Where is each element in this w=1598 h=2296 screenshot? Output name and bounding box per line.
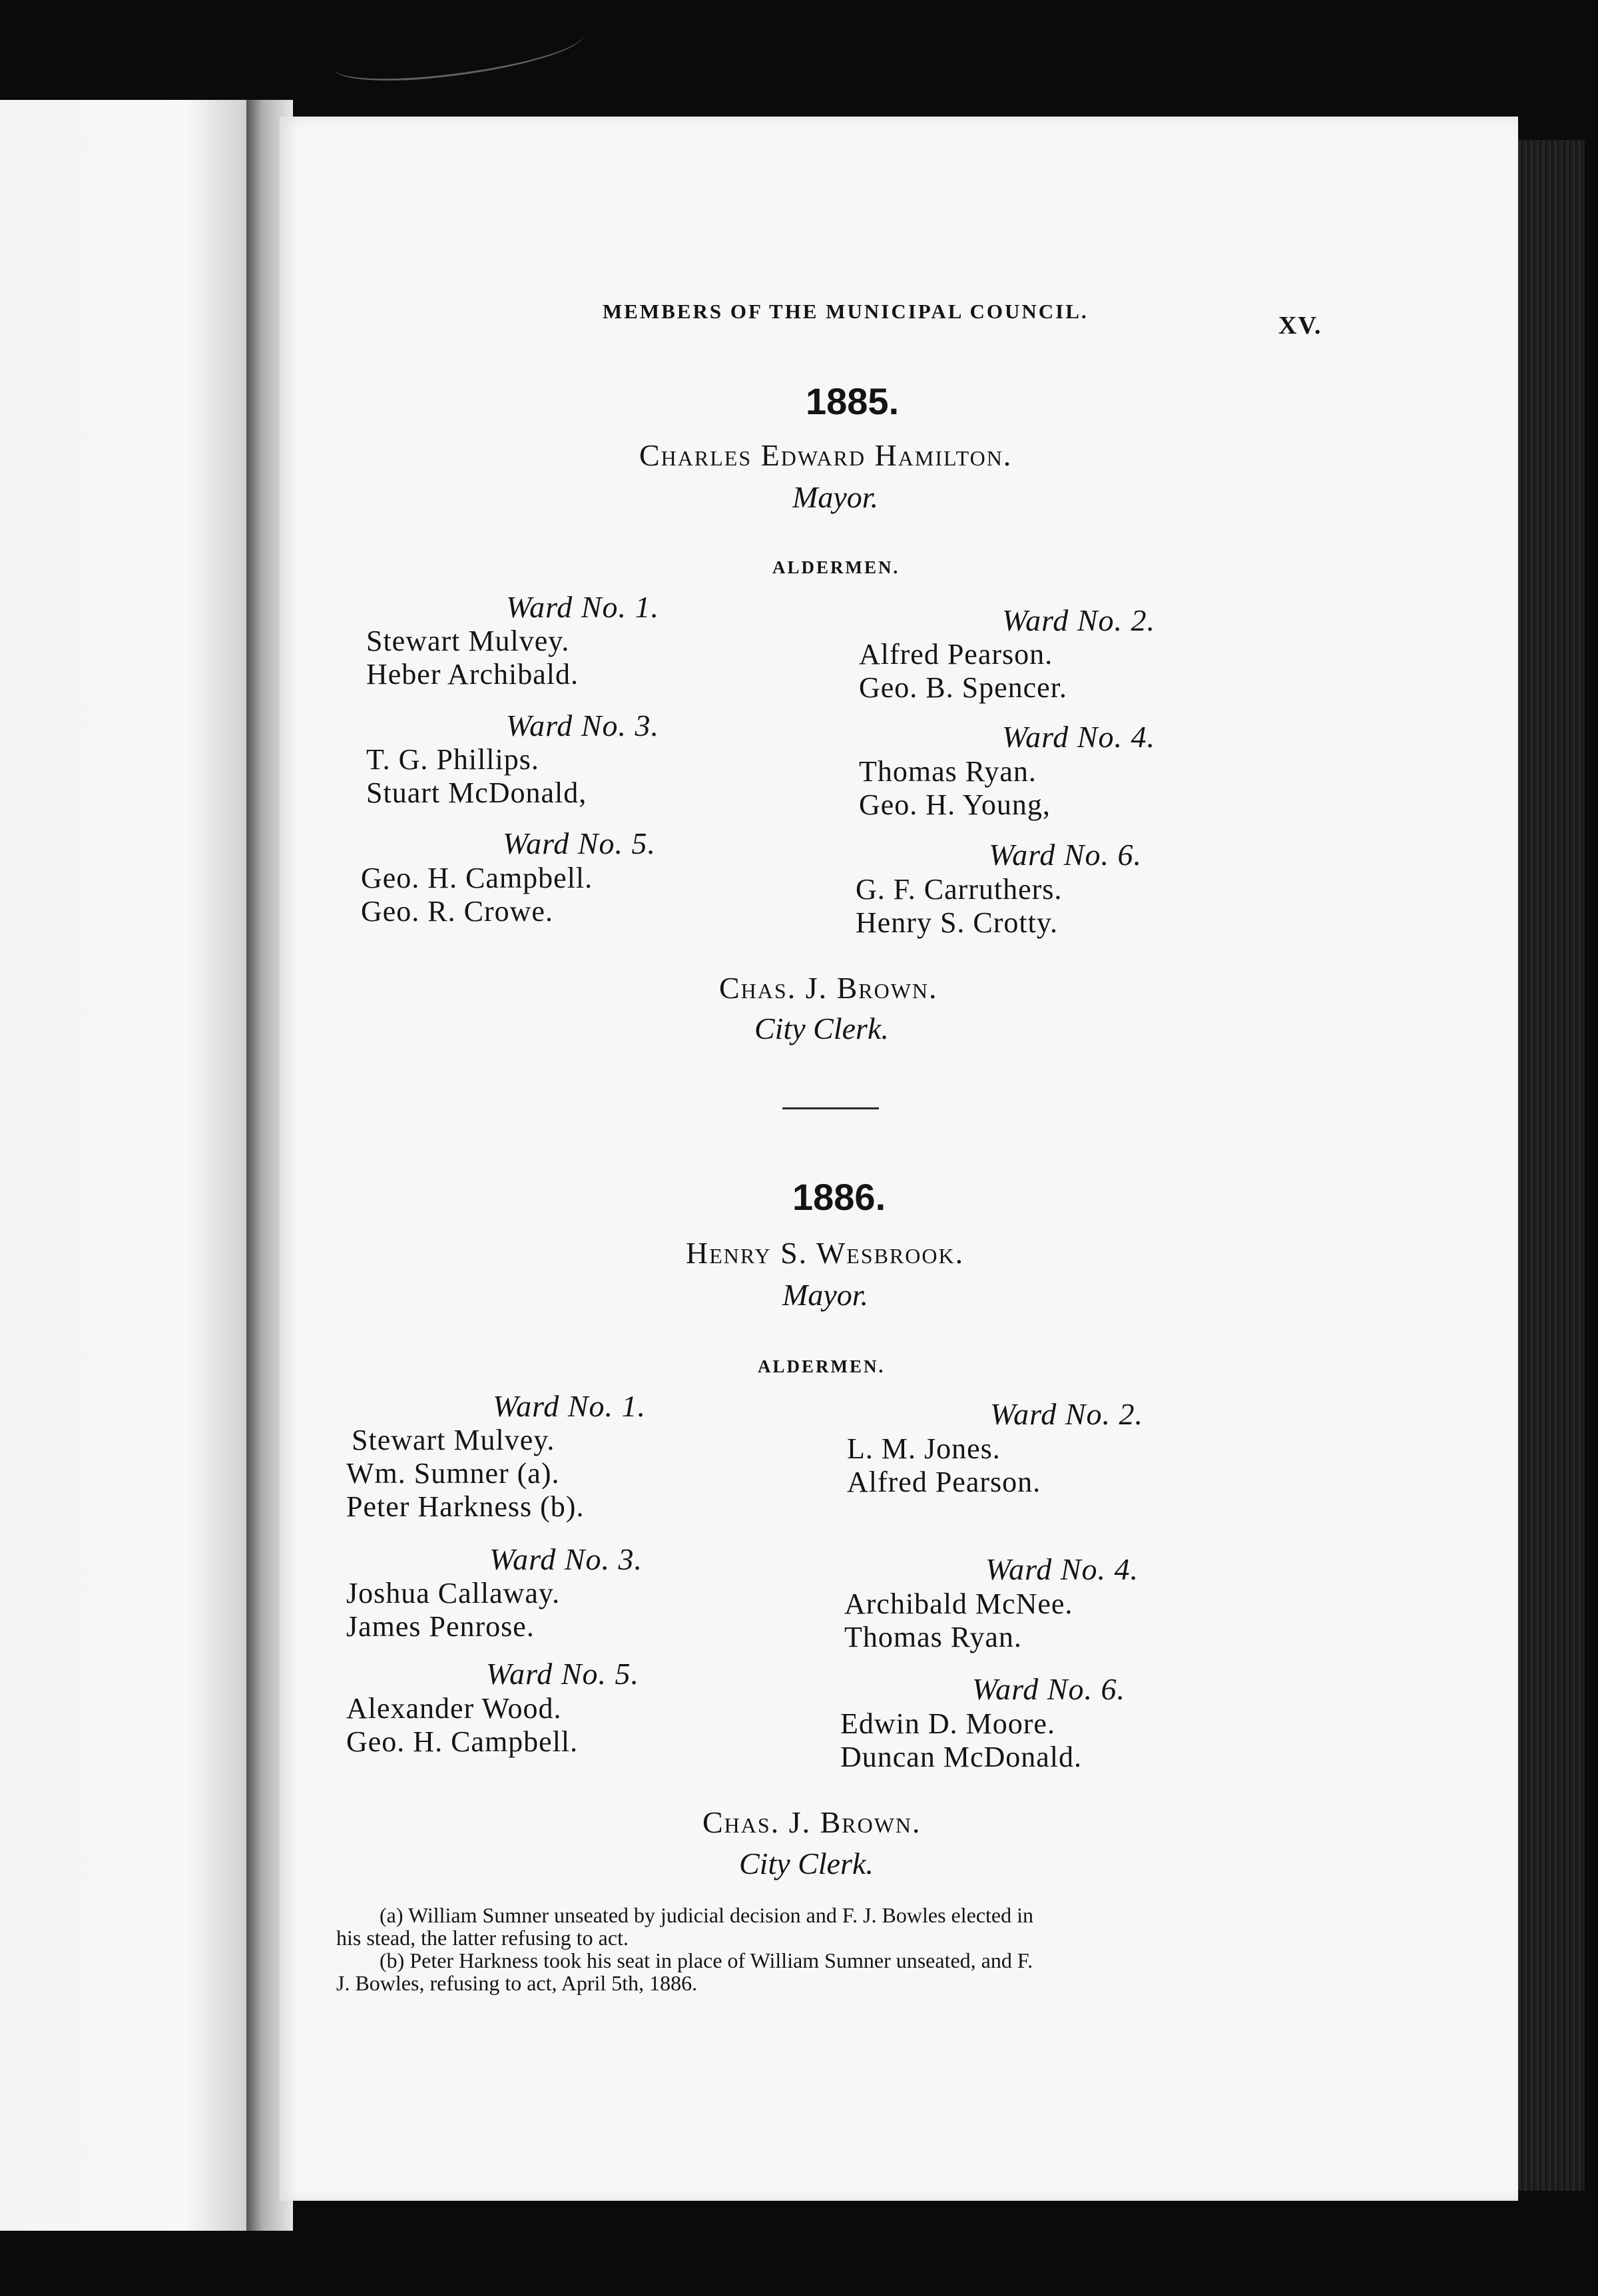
member-name: Geo. H. Campbell.: [361, 862, 593, 894]
member-name: Alexander Wood.: [346, 1692, 562, 1725]
member-name: Edwin D. Moore.: [840, 1707, 1055, 1740]
mayor-title-1885: Mayor.: [792, 480, 879, 514]
member-name: Geo. H. Young,: [859, 788, 1051, 821]
clerk-name-1885: Chas. J. Brown.: [719, 971, 938, 1005]
member-name: Peter Harkness (b).: [346, 1490, 585, 1523]
member-name: Duncan McDonald.: [840, 1741, 1083, 1773]
member-name: Alfred Pearson.: [859, 638, 1053, 671]
clerk-name-1886: Chas. J. Brown.: [702, 1805, 922, 1839]
member-name: L. M. Jones.: [847, 1432, 1001, 1465]
ward-label: Ward No. 2.: [990, 1397, 1143, 1431]
aldermen-heading-1886: ALDERMEN.: [758, 1356, 886, 1376]
year-heading-1885: 1885.: [806, 380, 900, 422]
document-page: [280, 117, 1518, 2201]
member-name: Stewart Mulvey.: [352, 1424, 555, 1456]
film-scratch: [331, 13, 588, 88]
page-edge-stack: [1518, 140, 1585, 2191]
ward-label: Ward No. 4.: [1002, 720, 1155, 754]
clerk-title-1885: City Clerk.: [754, 1011, 889, 1045]
mayor-name-1885: Charles Edward Hamilton.: [639, 438, 1013, 472]
footnote-a-line1: (a) William Sumner unseated by judicial decision and F. J. Bowles elected in: [380, 1903, 1033, 1927]
ward-label: Ward No. 5.: [486, 1657, 639, 1691]
member-name: T. G. Phillips.: [366, 743, 539, 776]
member-name: Thomas Ryan.: [844, 1621, 1022, 1653]
footnote-a-line2: his stead, the latter refusing to act.: [336, 1926, 629, 1950]
footnote-b-line2: J. Bowles, refusing to act, April 5th, 1886.: [336, 1971, 698, 1995]
running-title: MEMBERS OF THE MUNICIPAL COUNCIL.: [603, 300, 1089, 323]
ward-label: Ward No. 3.: [506, 709, 659, 742]
aldermen-heading-1885: ALDERMEN.: [772, 557, 900, 577]
clerk-title-1886: City Clerk.: [739, 1847, 874, 1880]
member-name: Geo. B. Spencer.: [859, 671, 1067, 704]
member-name: Heber Archibald.: [366, 658, 579, 691]
footnote-b-line1: (b) Peter Harkness took his seat in place of William Sumner unseated, and F.: [380, 1948, 1033, 1972]
mayor-title-1886: Mayor.: [782, 1278, 869, 1312]
section-divider: [782, 1107, 879, 1109]
member-name: Geo. H. Campbell.: [346, 1725, 579, 1758]
mayor-name-1886: Henry S. Wesbrook.: [686, 1236, 965, 1270]
left-facing-page: [0, 100, 266, 2231]
member-name: Thomas Ryan.: [859, 755, 1037, 788]
ward-label: Ward No. 3.: [489, 1542, 643, 1576]
member-name: James Penrose.: [346, 1610, 535, 1643]
member-name: Archibald McNee.: [844, 1587, 1073, 1620]
folio-number: XV.: [1278, 312, 1322, 340]
member-name: Wm. Sumner (a).: [346, 1457, 560, 1490]
ward-label: Ward No. 4.: [985, 1552, 1139, 1586]
member-name: G. F. Carruthers.: [856, 873, 1063, 906]
member-name: Henry S. Crotty.: [856, 906, 1059, 939]
member-name: Joshua Callaway.: [346, 1577, 561, 1609]
ward-label: Ward No. 2.: [1002, 603, 1155, 637]
member-name: Stewart Mulvey.: [366, 625, 570, 657]
member-name: Geo. R. Crowe.: [361, 895, 553, 928]
ward-label: Ward No. 1.: [506, 590, 659, 624]
year-heading-1886: 1886.: [792, 1176, 886, 1218]
ward-label: Ward No. 6.: [972, 1672, 1125, 1706]
ward-label: Ward No. 6.: [989, 838, 1142, 872]
member-name: Stuart McDonald,: [366, 776, 587, 809]
member-name: Alfred Pearson.: [847, 1466, 1041, 1498]
ward-label: Ward No. 5.: [503, 826, 656, 860]
ward-label: Ward No. 1.: [493, 1389, 646, 1423]
